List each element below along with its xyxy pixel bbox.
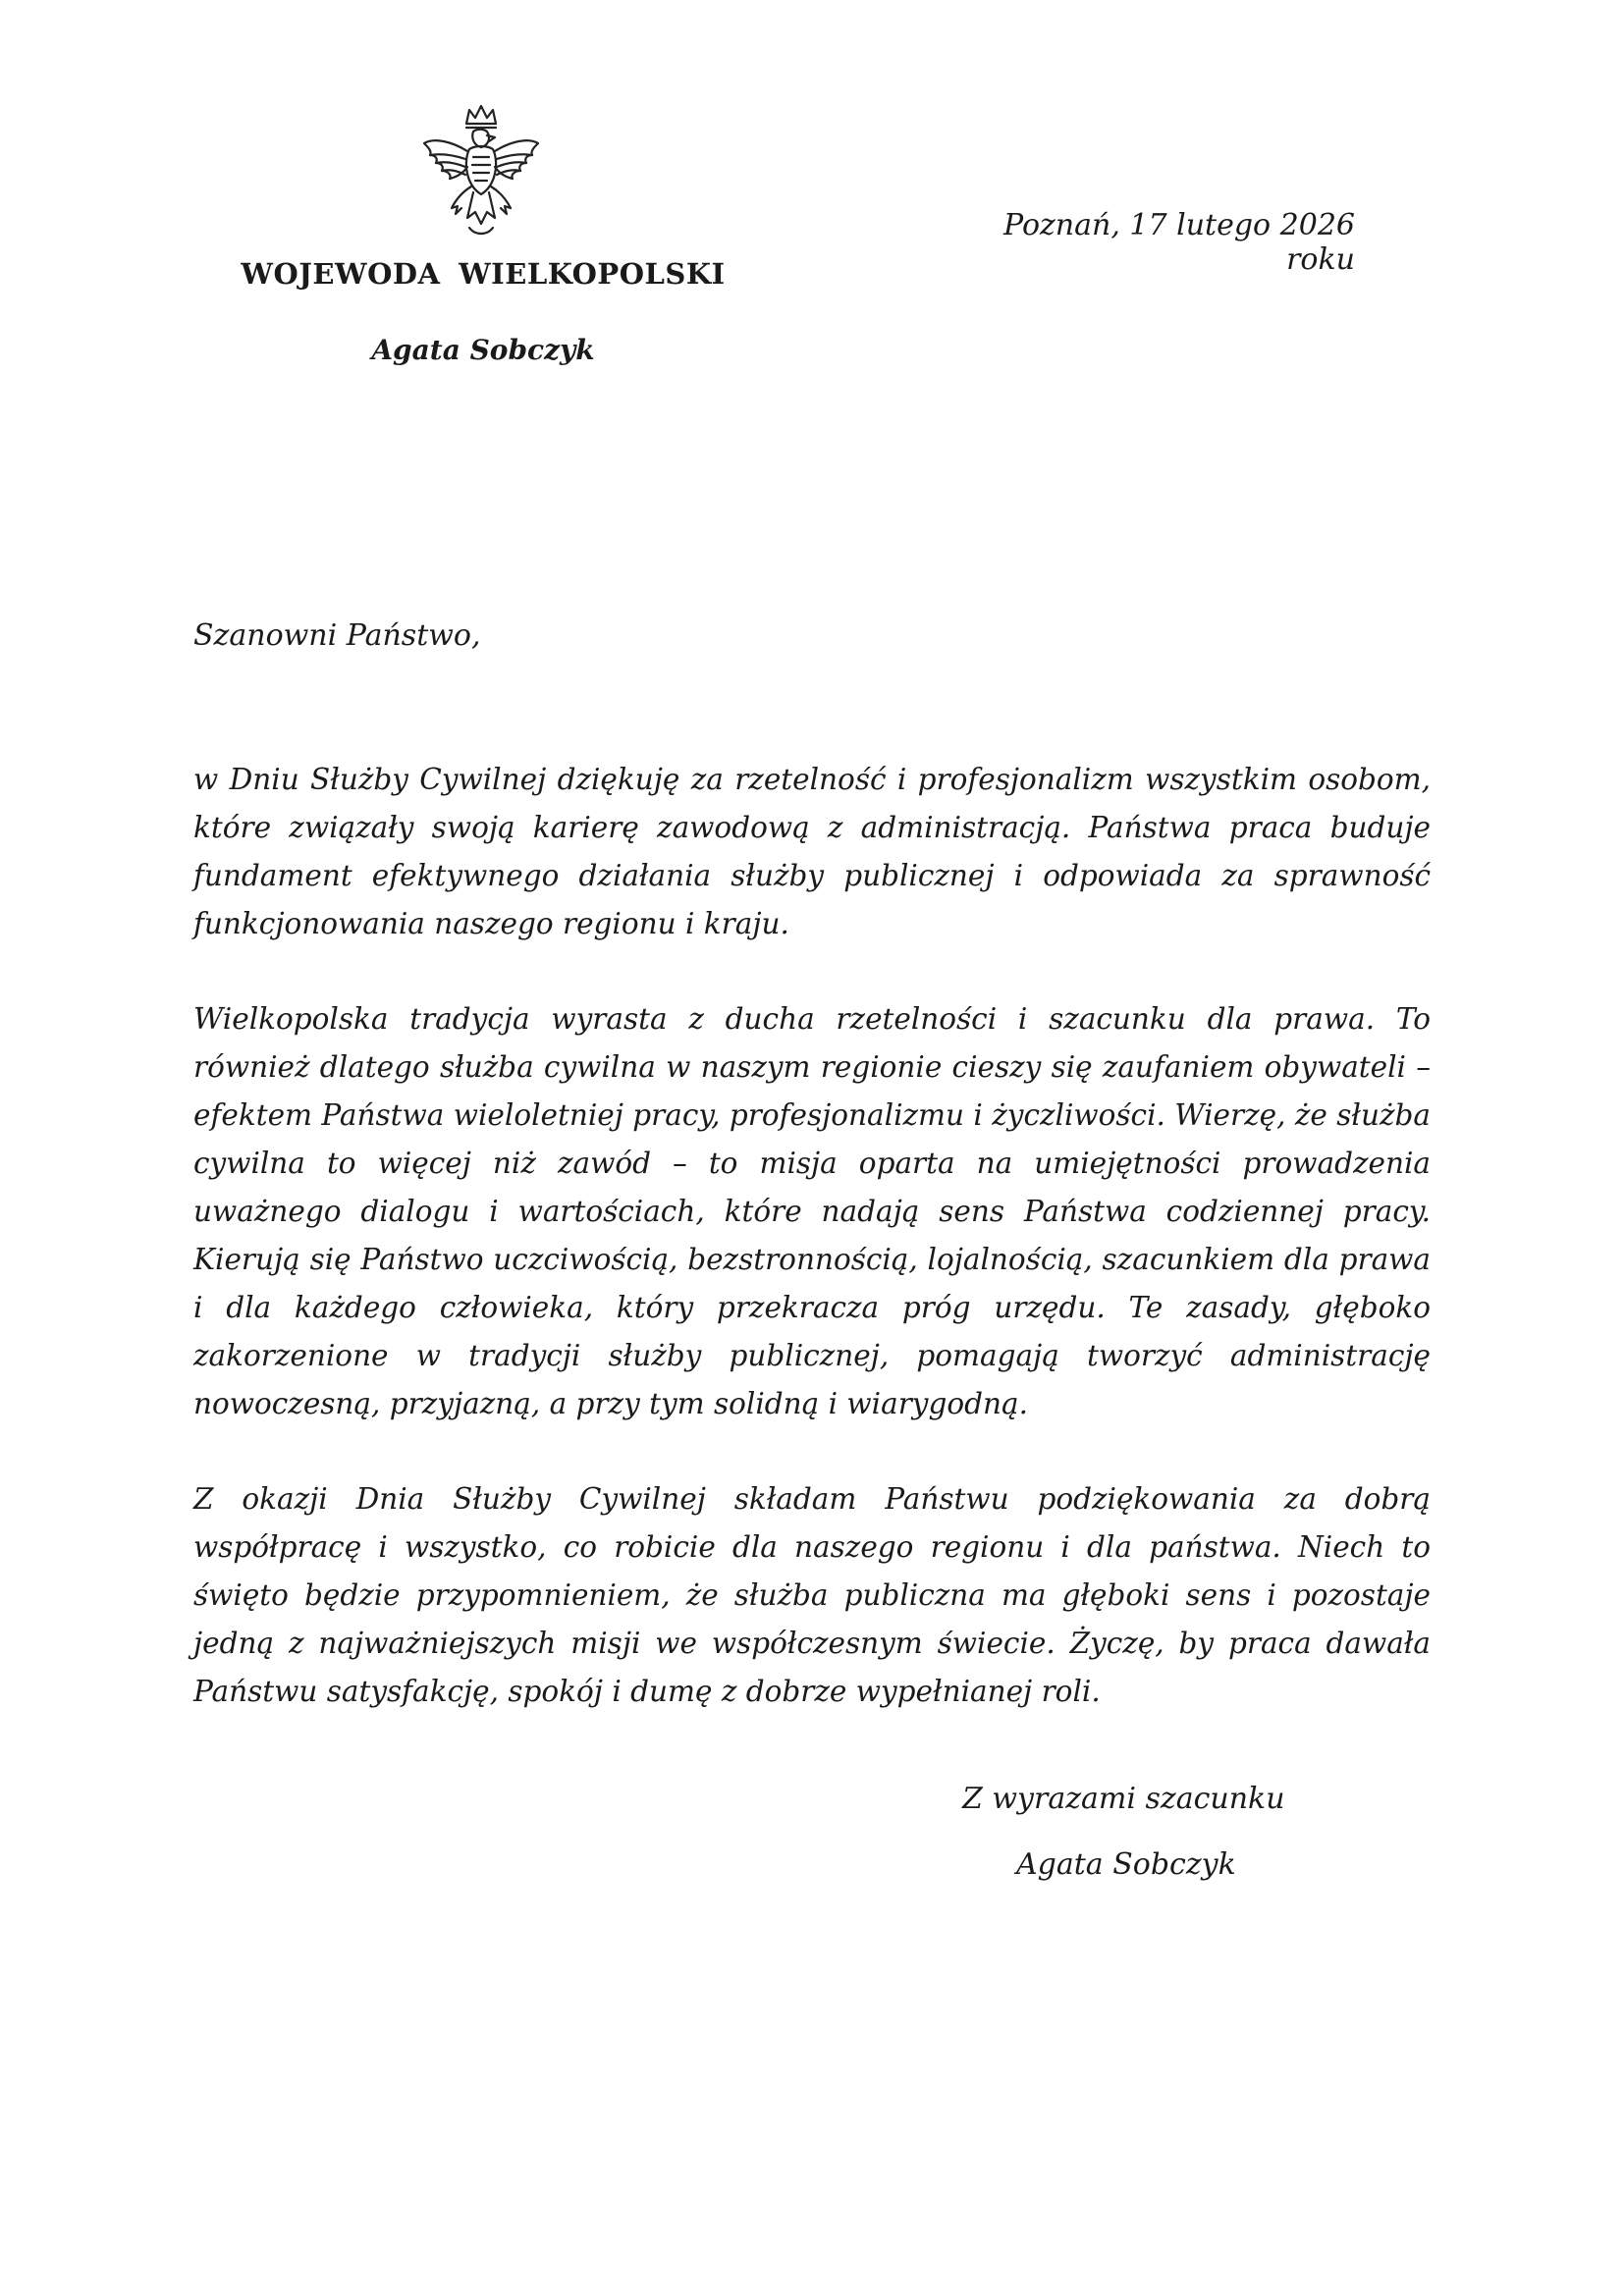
salutation: Szanowni Państwo, [193, 618, 481, 653]
paragraph-1: w Dniu Służby Cywilnej dziękuję za rzetelność i profesjonalizm wszystkim osobom, które związały swoją karierę zawodową z administracją. Państwa praca buduje fundament efektywnego działania służby publicznej i odpowiada za sprawność funkcjonowania naszego regionu i kraju. [193, 763, 1431, 940]
paragraph-2: Wielkopolska tradycja wyrasta z ducha rzetelności i szacunku dla prawa. To również dlatego służba cywilna w naszym regionie cieszy się zaufaniem obywateli – efektem Państwa wieloletniej pracy, profesjonalizmu i życzliwości. Wierzę, że służba cywilna to więcej niż zawód – to misja oparta na umiejętności prowadzenia uważnego dialogu i wartościach, które nadają sens Państwa codziennej pracy. Kierują się Państwo uczciwością, bezstronnością, lojalnością, szacunkiem dla prawa i dla każdego człowieka, który przekracza próg urzędu. Te zasady, głęboko zakorzenione w tradycji służby publicznej, pomagają tworzyć administrację nowoczesną, przyjazną, a przy tym solidną i wiarygodną. [193, 1002, 1431, 1420]
paragraph-3: Z okazji Dnia Służby Cywilnej składam Państwu podziękowania za dobrą współpracę i wszystko, co robicie dla naszego regionu i dla państwa. Niech to święto będzie przypomnieniem, że służba publiczna ma głęboki sens i pozostaje jedną z najważniejszych misji we współczesnym świecie. Życzę, by praca dawała Państwu satysfakcję, spokój i dumę z dobrze wypełnianej roli. [193, 1482, 1431, 1708]
place-date: Poznań, 17 lutego 2026 roku [1002, 208, 1355, 277]
white-eagle-emblem-icon [412, 98, 550, 245]
signer-name: Agata Sobczyk [1016, 1847, 1236, 1882]
issuer-name: Agata Sobczyk [371, 334, 595, 366]
letter-body [193, 756, 1431, 1763]
closing-phrase: Z wyrazami szacunku [962, 1782, 1285, 1816]
issuer-title: WOJEWODA WIELKOPOLSKI [241, 257, 726, 291]
